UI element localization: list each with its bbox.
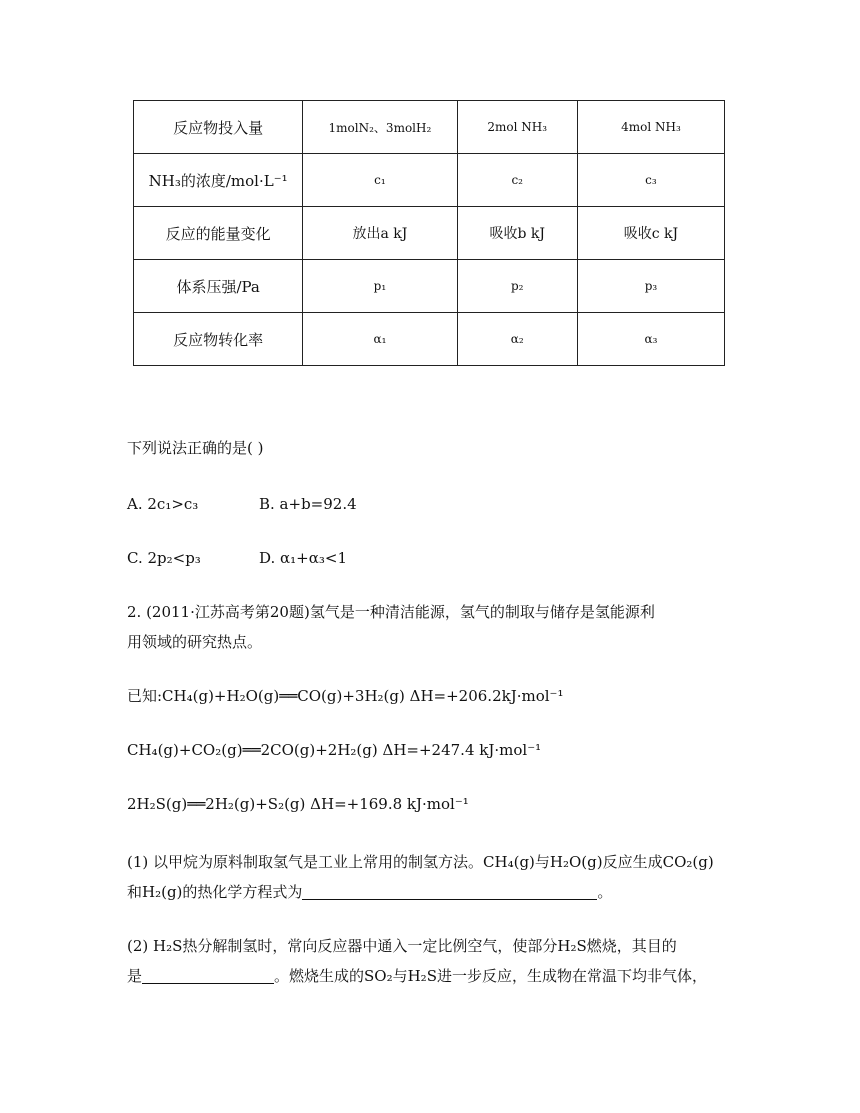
part1-prefix: 和H₂(g)的热化学方程式为 (127, 883, 303, 901)
question2-intro-line2: 用领域的研究热点。 (127, 633, 263, 651)
table-cell: NH₃的浓度/mol·L⁻¹ (134, 154, 303, 207)
table-cell: α₂ (457, 313, 577, 366)
table-cell: c₃ (577, 154, 724, 207)
table-cell: 2mol NH₃ (457, 101, 577, 154)
answer-blank[interactable] (302, 883, 597, 900)
part1-suffix: 。 (597, 883, 613, 901)
option-d: D. α₁+α₃<1 (259, 549, 347, 567)
table-cell: c₁ (303, 154, 457, 207)
table-cell: 反应物投入量 (134, 101, 303, 154)
option-a: A. 2c₁>c₃ (127, 495, 199, 513)
table-row (134, 260, 725, 313)
part1-line1: (1) 以甲烷为原料制取氢气是工业上常用的制氢方法。CH₄(g)与H₂O(g)反应生成CO₂(g) (127, 853, 714, 871)
question2-intro-line1: 2. (2011·江苏高考第20题)氢气是一种清洁能源，氢气的制取与储存是氢能源利 (127, 603, 655, 621)
table-cell: α₁ (303, 313, 457, 366)
reaction-data-table (133, 100, 725, 366)
table-cell: p₂ (457, 260, 577, 313)
table-cell: 体系压强/Pa (134, 260, 303, 313)
table-cell: 吸收c kJ (577, 207, 724, 260)
table-row (134, 154, 725, 207)
table-row (134, 101, 725, 154)
table-cell: 4mol NH₃ (577, 101, 724, 154)
table-cell: c₂ (457, 154, 577, 207)
table-row (134, 313, 725, 366)
table-cell: p₃ (577, 260, 724, 313)
part2-prefix: 是 (127, 967, 143, 985)
answer-blank[interactable] (142, 967, 274, 984)
part2-line1: (2) H₂S热分解制氢时，常向反应器中通入一定比例空气，使部分H₂S燃烧，其目的 (127, 937, 677, 955)
part1-line2 (127, 882, 612, 902)
equation-3: 2H₂S(g)══2H₂(g)+S₂(g) ΔH=+169.8 kJ·mol⁻¹ (127, 795, 469, 813)
part2-suffix: 。燃烧生成的SO₂与H₂S进一步反应，生成物在常温下均非气体， (274, 967, 707, 985)
equation-2: CH₄(g)+CO₂(g)══2CO(g)+2H₂(g) ΔH=+247.4 kJ·mol⁻¹ (127, 741, 542, 759)
table-cell: 吸收b kJ (457, 207, 577, 260)
table-cell: α₃ (577, 313, 724, 366)
table-cell: 反应的能量变化 (134, 207, 303, 260)
question-stem: 下列说法正确的是( ) (127, 439, 264, 457)
table-cell: 1molN₂、3molH₂ (303, 101, 457, 154)
table-cell: p₁ (303, 260, 457, 313)
option-c: C. 2p₂<p₃ (127, 549, 201, 567)
equation-1: 已知:CH₄(g)+H₂O(g)══CO(g)+3H₂(g) ΔH=+206.2kJ·mol⁻¹ (127, 687, 564, 705)
option-b: B. a+b=92.4 (259, 495, 357, 513)
table-row (134, 207, 725, 260)
table-cell: 反应物转化率 (134, 313, 303, 366)
part2-line2 (127, 966, 707, 986)
table-cell: 放出a kJ (303, 207, 457, 260)
